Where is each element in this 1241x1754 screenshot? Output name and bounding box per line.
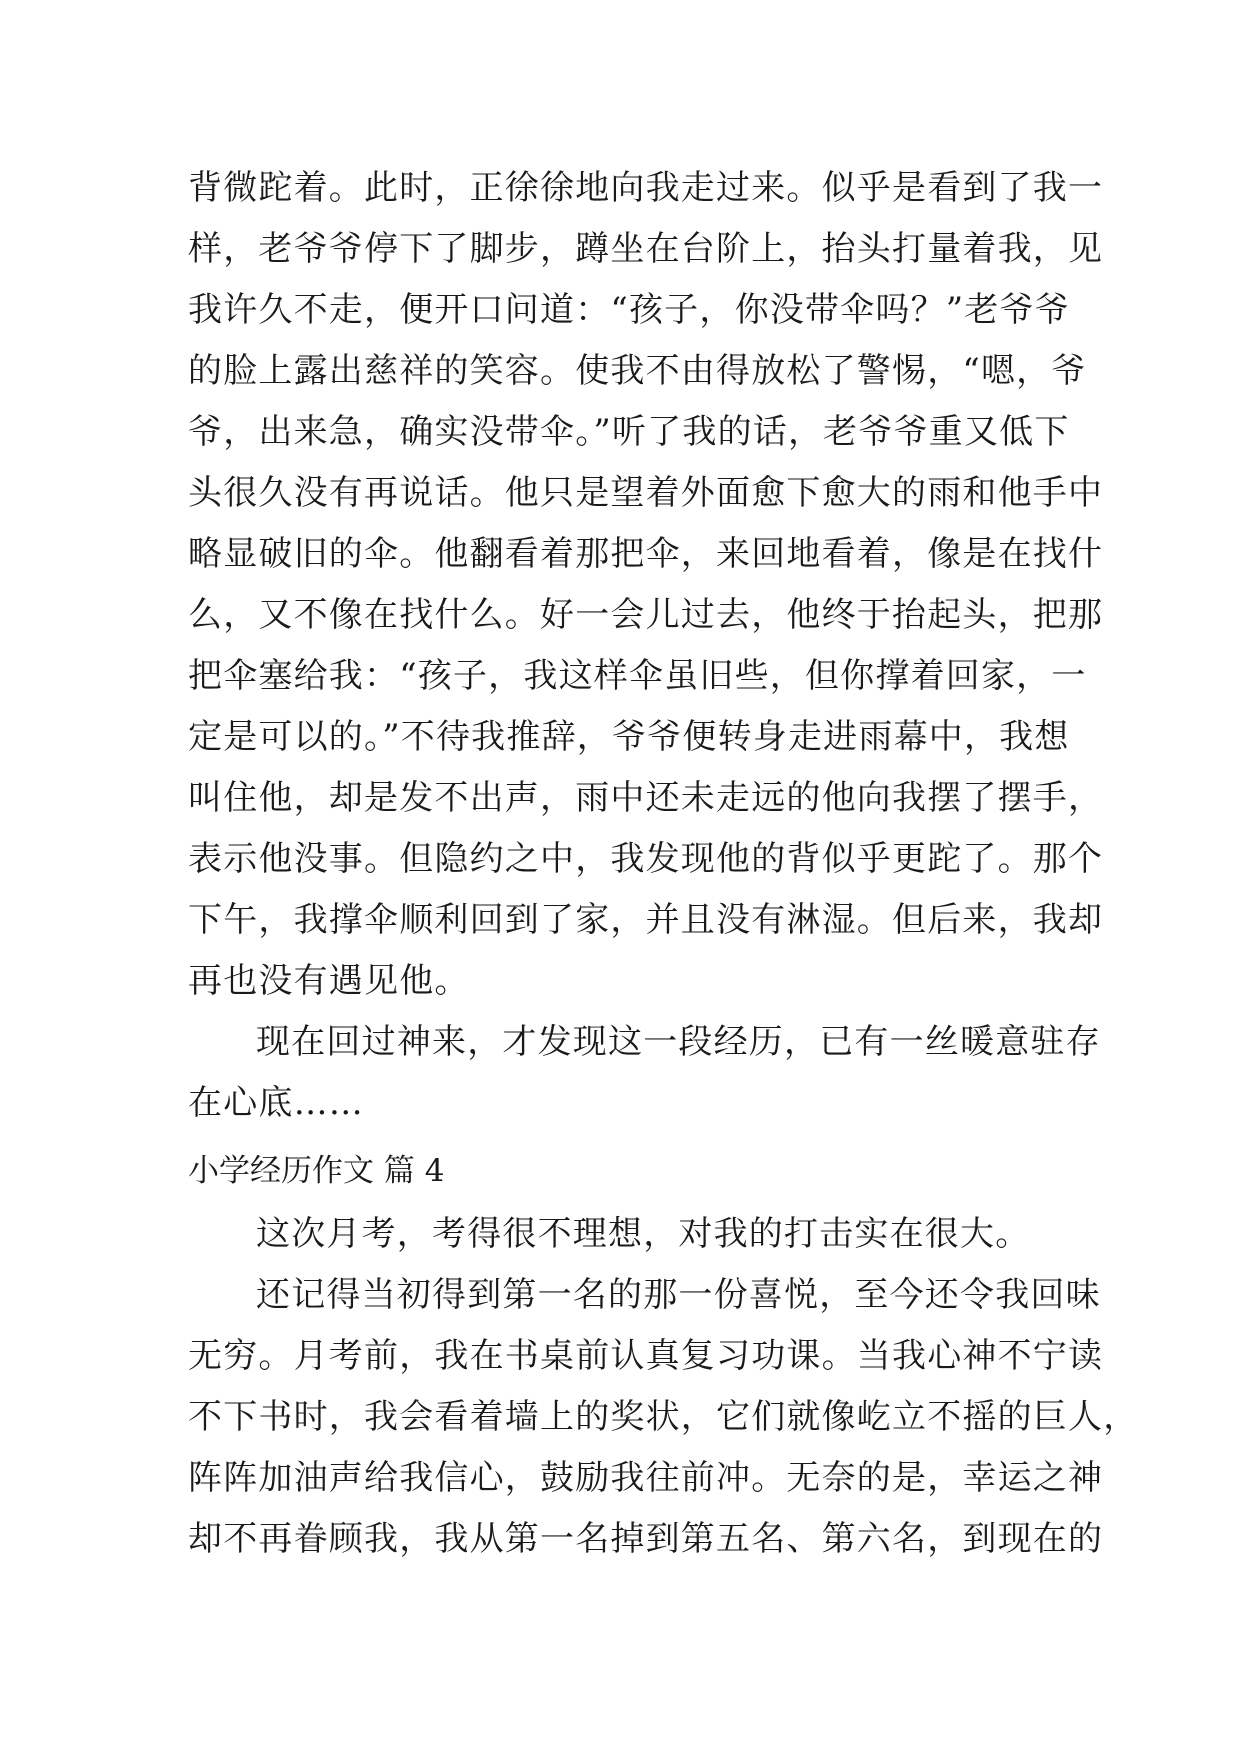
story-line: 背微跎着。此时，正徐徐地向我走过来。似乎是看到了我一 xyxy=(188,168,1104,208)
story-text xyxy=(188,158,1104,1134)
story-line: 表示他没事。但隐约之中，我发现他的背似乎更跎了。那个 xyxy=(188,839,1104,879)
story-line: 现在回过神来，才发现这一段经历，已有一丝暖意驻存 xyxy=(256,1022,1101,1062)
essay-line: 不下书时，我会看着墙上的奖状，它们就像屹立不摇的巨人， xyxy=(188,1397,1139,1437)
story-line: 略显破旧的伞。他翻看着那把伞，来回地看着，像是在找什 xyxy=(188,534,1104,574)
story-line: 我许久不走，便开口问道：“孩子，你没带伞吗？”老爷爷 xyxy=(188,290,1070,330)
story-line: 的脸上露出慈祥的笑容。使我不由得放松了警惕，“嗯，爷 xyxy=(188,351,1087,391)
essay-text xyxy=(188,1204,1139,1570)
essay-line: 还记得当初得到第一名的那一份喜悦，至今还令我回味 xyxy=(256,1275,1101,1315)
story-line: 头很久没有再说话。他只是望着外面愈下愈大的雨和他手中 xyxy=(188,473,1104,513)
story-line: 样，老爷爷停下了脚步，蹲坐在台阶上，抬头打量着我，见 xyxy=(188,229,1104,269)
story-line: 下午，我撑伞顺利回到了家，并且没有淋湿。但后来，我却 xyxy=(188,900,1104,940)
essay-line: 无穷。月考前，我在书桌前认真复习功课。当我心神不宁读 xyxy=(188,1336,1104,1376)
story-line: 定是可以的。”不待我推辞，爷爷便转身走进雨幕中，我想 xyxy=(188,717,1070,757)
story-line: 叫住他，却是发不出声，雨中还未走远的他向我摆了摆手， xyxy=(188,778,1104,818)
story-line: 爷，出来急，确实没带伞。”听了我的话，老爷爷重又低下 xyxy=(188,412,1070,452)
story-line: 么，又不像在找什么。好一会儿过去，他终于抬起头，把那 xyxy=(188,595,1104,635)
story-line: 在心底…… xyxy=(188,1083,364,1123)
story-line: 再也没有遇见他。 xyxy=(188,961,470,1001)
essay-line: 阵阵加油声给我信心，鼓励我往前冲。无奈的是，幸运之神 xyxy=(188,1458,1104,1498)
essay-line: 却不再眷顾我，我从第一名掉到第五名、第六名，到现在的 xyxy=(188,1519,1104,1559)
essay-line: 这次月考，考得很不理想，对我的打击实在很大。 xyxy=(256,1214,1031,1254)
story-line: 把伞塞给我：“孩子，我这样伞虽旧些，但你撑着回家，一 xyxy=(188,656,1087,696)
essay-heading: 小学经历作文 篇 4 xyxy=(188,1153,445,1189)
